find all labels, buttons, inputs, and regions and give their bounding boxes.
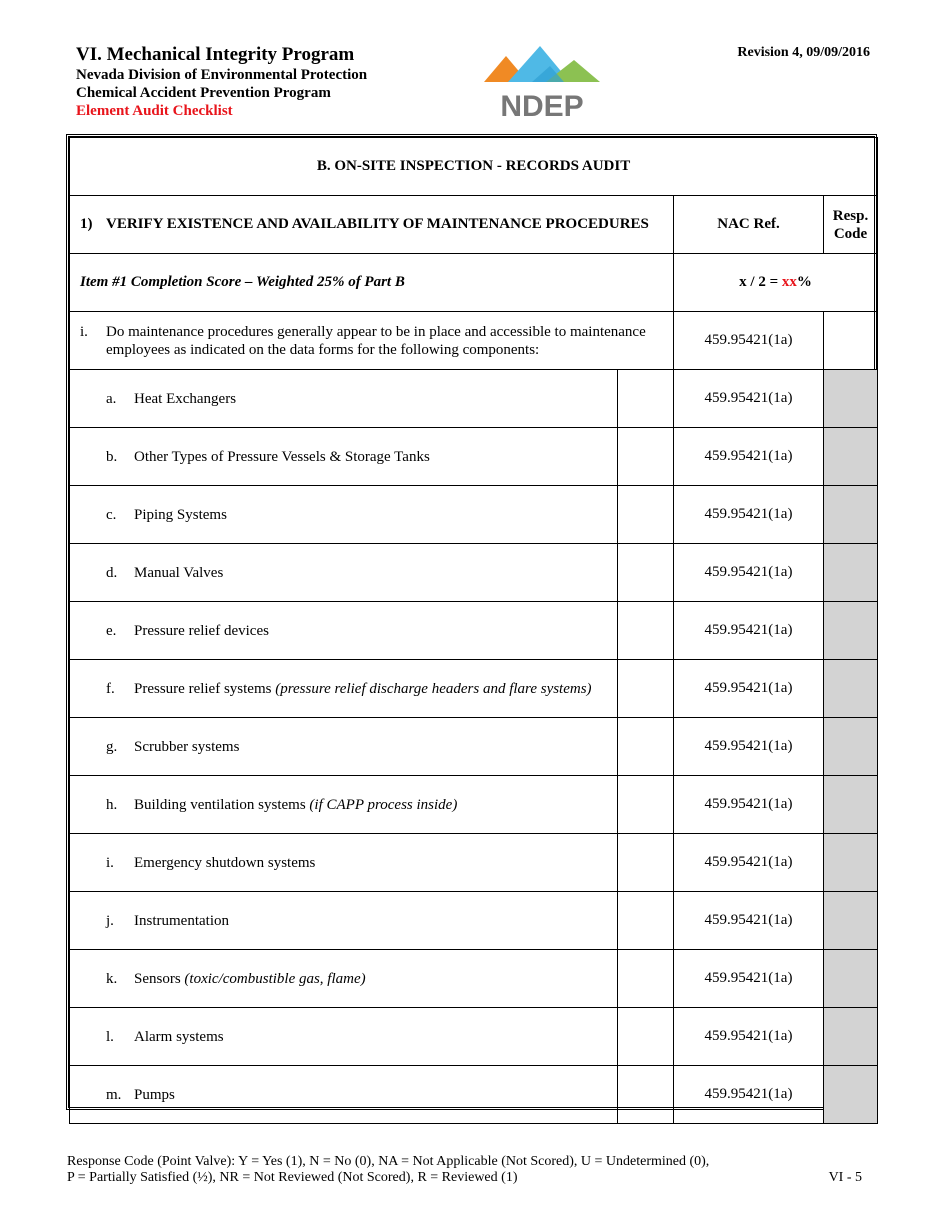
- component-letter: l.: [106, 1028, 114, 1045]
- component-nac-ref: 459.95421(1a): [674, 602, 824, 660]
- checklist-row: [70, 544, 878, 602]
- component-nac-ref: 459.95421(1a): [674, 950, 824, 1008]
- component-letter: b.: [106, 448, 118, 465]
- ndep-logo: [484, 44, 602, 120]
- checklist-row: [70, 428, 878, 486]
- checklist-row: [70, 950, 878, 1008]
- checklist-row: [70, 486, 878, 544]
- component-letter: j.: [106, 912, 114, 929]
- checklist-name: Element Audit Checklist: [76, 103, 233, 119]
- page-number: VI - 5: [828, 1170, 862, 1185]
- component-nac-ref: 459.95421(1a): [674, 486, 824, 544]
- component-letter: m.: [106, 1086, 122, 1103]
- revision-label: Revision 4, 09/09/2016: [737, 45, 870, 60]
- component-nac-ref: 459.95421(1a): [674, 428, 824, 486]
- component-name: Alarm systems: [134, 1028, 224, 1045]
- component-resp-code: [824, 1066, 878, 1124]
- component-name: Piping Systems: [134, 506, 227, 523]
- component-nac-ref: 459.95421(1a): [674, 776, 824, 834]
- component-name: Scrubber systems: [134, 738, 240, 755]
- component-nac-ref: 459.95421(1a): [674, 1066, 824, 1124]
- component-resp-code: [824, 950, 878, 1008]
- component-answer-cell[interactable]: [618, 486, 674, 544]
- component-letter: g.: [106, 738, 118, 755]
- checklist-row: [70, 1066, 878, 1124]
- component-cell: [70, 834, 618, 892]
- legend-line-1: Response Code (Point Valve): Y = Yes (1), N = No (0), NA = Not Applicable (Not Scored), U = Undetermined (0),: [67, 1154, 710, 1169]
- component-nac-ref: 459.95421(1a): [674, 892, 824, 950]
- component-name: Other Types of Pressure Vessels & Storage Tanks: [134, 448, 430, 465]
- component-resp-code: [824, 776, 878, 834]
- logo-text: NDEP: [500, 90, 584, 120]
- component-resp-code: [824, 892, 878, 950]
- component-answer-cell[interactable]: [618, 370, 674, 428]
- component-cell: [70, 950, 618, 1008]
- component-resp-code: [824, 602, 878, 660]
- section-title: B. ON-SITE INSPECTION - RECORDS AUDIT: [70, 138, 878, 196]
- component-name: Manual Valves: [134, 564, 224, 581]
- component-nac-ref: 459.95421(1a): [674, 660, 824, 718]
- checklist-row: [70, 834, 878, 892]
- component-answer-cell[interactable]: [618, 602, 674, 660]
- component-cell: [70, 892, 618, 950]
- component-cell: [70, 544, 618, 602]
- resp-header-line2: Code: [833, 225, 868, 242]
- score-prefix: x / 2 =: [739, 274, 782, 290]
- component-letter: i.: [106, 854, 114, 871]
- component-name: Heat Exchangers: [134, 390, 237, 407]
- checklist-row: [70, 660, 878, 718]
- component-resp-code: [824, 834, 878, 892]
- component-resp-code: [824, 718, 878, 776]
- legend-line-2: P = Partially Satisfied (½), NR = Not Reviewed (Not Scored), R = Reviewed (1): [67, 1170, 518, 1185]
- checklist-row: [70, 892, 878, 950]
- component-letter: k.: [106, 970, 118, 987]
- checklist-row: [70, 602, 878, 660]
- component-cell: [70, 1008, 618, 1066]
- resp-code-header: [824, 196, 878, 254]
- component-resp-code: [824, 1008, 878, 1066]
- component-resp-code: [824, 660, 878, 718]
- response-code-legend: [67, 1154, 709, 1186]
- component-cell: [70, 428, 618, 486]
- component-resp-code: [824, 428, 878, 486]
- component-answer-cell[interactable]: [618, 834, 674, 892]
- nac-ref-header: NAC Ref.: [674, 196, 824, 254]
- component-cell: [70, 486, 618, 544]
- component-letter: c.: [106, 506, 117, 523]
- component-answer-cell[interactable]: [618, 660, 674, 718]
- component-resp-code: [824, 370, 878, 428]
- component-name: Emergency shutdown systems: [134, 854, 316, 871]
- program-name: Chemical Accident Prevention Program: [76, 85, 331, 101]
- component-letter: f.: [106, 680, 115, 697]
- question-text: Do maintenance procedures generally appear to be in place and accessible to maintenance employees as indicated on the data forms for the following components:: [106, 323, 646, 358]
- component-note: (if CAPP process inside): [309, 796, 458, 813]
- component-answer-cell[interactable]: [618, 1066, 674, 1124]
- document-header: [76, 44, 367, 120]
- component-nac-ref: 459.95421(1a): [674, 1008, 824, 1066]
- component-nac-ref: 459.95421(1a): [674, 834, 824, 892]
- component-answer-cell[interactable]: [618, 544, 674, 602]
- component-letter: h.: [106, 796, 118, 813]
- component-nac-ref: 459.95421(1a): [674, 370, 824, 428]
- component-cell: [70, 602, 618, 660]
- component-answer-cell[interactable]: [618, 718, 674, 776]
- score-suffix: %: [796, 274, 812, 290]
- component-cell: [70, 776, 618, 834]
- component-answer-cell[interactable]: [618, 950, 674, 1008]
- resp-header-line1: Resp.: [832, 207, 869, 224]
- component-answer-cell[interactable]: [618, 1008, 674, 1066]
- component-letter: d.: [106, 564, 118, 581]
- completion-score-label: Item #1 Completion Score – Weighted 25% of Part B: [70, 254, 674, 312]
- component-name: Pressure relief devices: [134, 622, 269, 639]
- component-name: Pressure relief systems: [134, 680, 276, 697]
- question-cell: [70, 312, 674, 370]
- checklist-row: [70, 1008, 878, 1066]
- agency-name: Nevada Division of Environmental Protection: [76, 67, 368, 83]
- completion-score-value: [674, 254, 878, 312]
- component-letter: a.: [106, 390, 117, 407]
- checklist-row: [70, 370, 878, 428]
- component-name: Pumps: [134, 1086, 175, 1103]
- checklist-row: [70, 718, 878, 776]
- component-resp-code: [824, 544, 878, 602]
- question-resp-code[interactable]: [824, 312, 878, 370]
- score-placeholder: xx: [781, 274, 797, 290]
- component-cell: [70, 1066, 618, 1124]
- component-nac-ref: 459.95421(1a): [674, 544, 824, 602]
- component-cell: [70, 370, 618, 428]
- component-cell: [70, 718, 618, 776]
- question-number: i.: [80, 323, 88, 340]
- component-answer-cell[interactable]: [618, 776, 674, 834]
- item-number: 1): [80, 216, 93, 232]
- component-note: (pressure relief discharge headers and flare systems): [275, 680, 592, 697]
- checklist-row: [70, 776, 878, 834]
- component-name: Building ventilation systems: [134, 796, 310, 813]
- component-answer-cell[interactable]: [618, 428, 674, 486]
- question-nac-ref: 459.95421(1a): [674, 312, 824, 370]
- component-name: Instrumentation: [134, 912, 229, 929]
- checklist-table: [66, 134, 877, 1110]
- component-name: Sensors: [134, 970, 185, 987]
- component-nac-ref: 459.95421(1a): [674, 718, 824, 776]
- component-resp-code: [824, 486, 878, 544]
- component-note: (toxic/combustible gas, flame): [184, 970, 366, 987]
- item-heading: VERIFY EXISTENCE AND AVAILABILITY OF MAINTENANCE PROCEDURES: [106, 216, 649, 232]
- component-letter: e.: [106, 622, 117, 639]
- item-header: [70, 196, 674, 254]
- page-title: VI. Mechanical Integrity Program: [76, 44, 355, 65]
- component-cell: [70, 660, 618, 718]
- component-answer-cell[interactable]: [618, 892, 674, 950]
